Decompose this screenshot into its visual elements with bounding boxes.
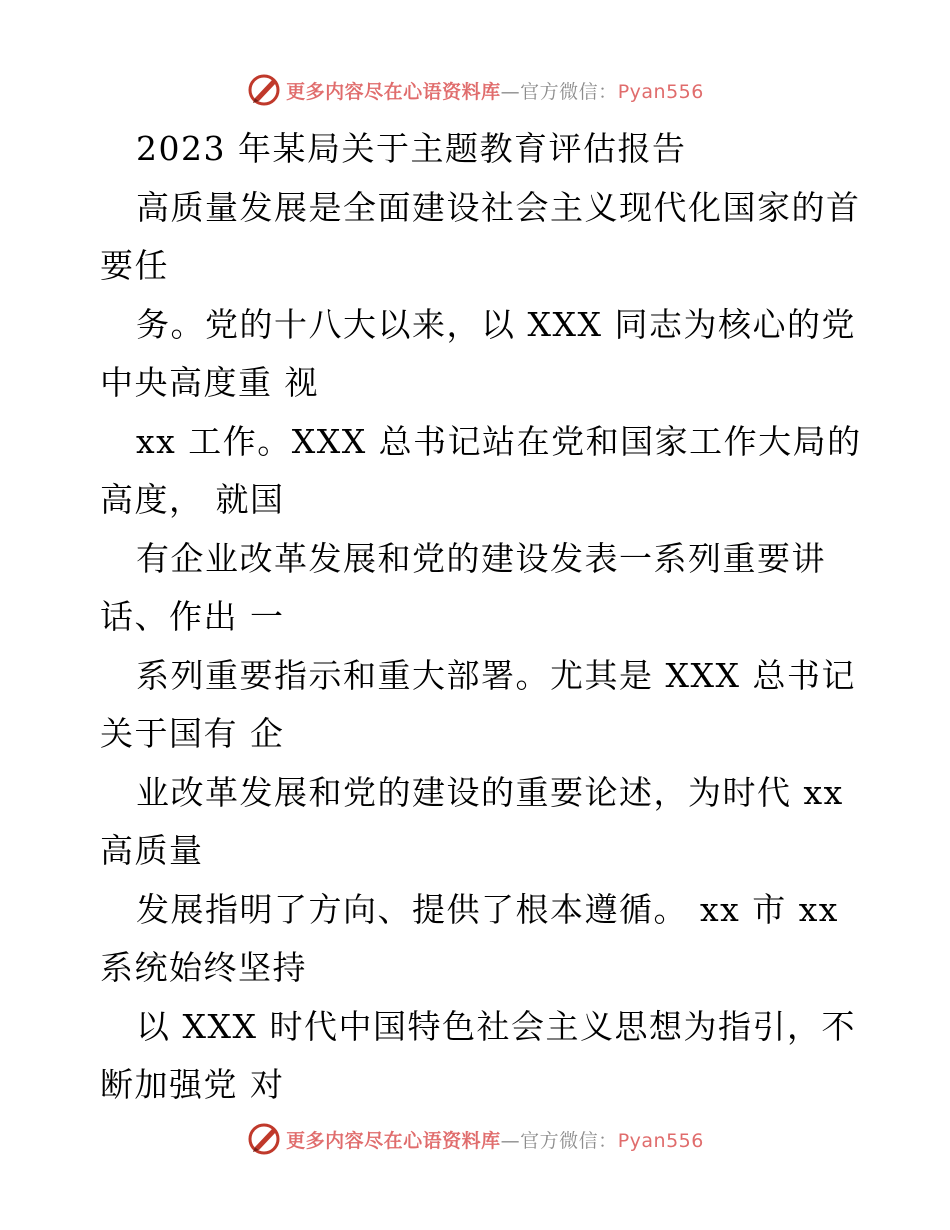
paragraph-line: 断加强党 对	[100, 1065, 285, 1104]
paragraph-line: 关于国有 企	[100, 714, 285, 753]
paragraph-line: 有企业改革发展和党的建设发表一系列重要讲	[136, 538, 826, 578]
pen-logo-icon	[246, 1121, 282, 1157]
document-body	[100, 120, 860, 1115]
paragraph-line: 发展指明了方向、提供了根本遵循。 xx 市 xx	[136, 889, 839, 929]
watermark-text: 更多内容尽在心语资料库—官方微信：Pyan556	[286, 80, 704, 103]
footer-watermark	[0, 1119, 950, 1159]
pen-logo-icon	[246, 72, 282, 108]
document-title: 2023 年某局关于主题教育评估报告	[136, 129, 687, 168]
paragraph-line: 中央高度重 视	[100, 363, 319, 402]
paragraph-line: 话、作出 一	[100, 597, 285, 636]
paragraph-line: 高质量发展是全面建设社会主义现代化国家的首	[136, 187, 861, 227]
header-watermark	[0, 70, 950, 110]
paragraph-line: 系统始终坚持	[100, 948, 307, 987]
paragraph-line: 要任	[100, 246, 169, 285]
paragraph-line: 高度， 就国	[100, 480, 285, 519]
paragraph-line: 务。党的十八大以来，以 XXX 同志为核心的党	[136, 304, 856, 344]
watermark-text: 更多内容尽在心语资料库—官方微信：Pyan556	[286, 1129, 704, 1152]
paragraph-line: xx 工作。XXX 总书记站在党和国家工作大局的	[136, 421, 862, 461]
paragraph-line: 业改革发展和党的建设的重要论述，为时代 xx	[136, 772, 844, 812]
paragraph-line: 系列重要指示和重大部署。尤其是 XXX 总书记	[136, 655, 856, 695]
paragraph-line: 以 XXX 时代中国特色社会主义思想为指引，不	[136, 1006, 856, 1046]
paragraph-line: 高质量	[100, 831, 204, 870]
